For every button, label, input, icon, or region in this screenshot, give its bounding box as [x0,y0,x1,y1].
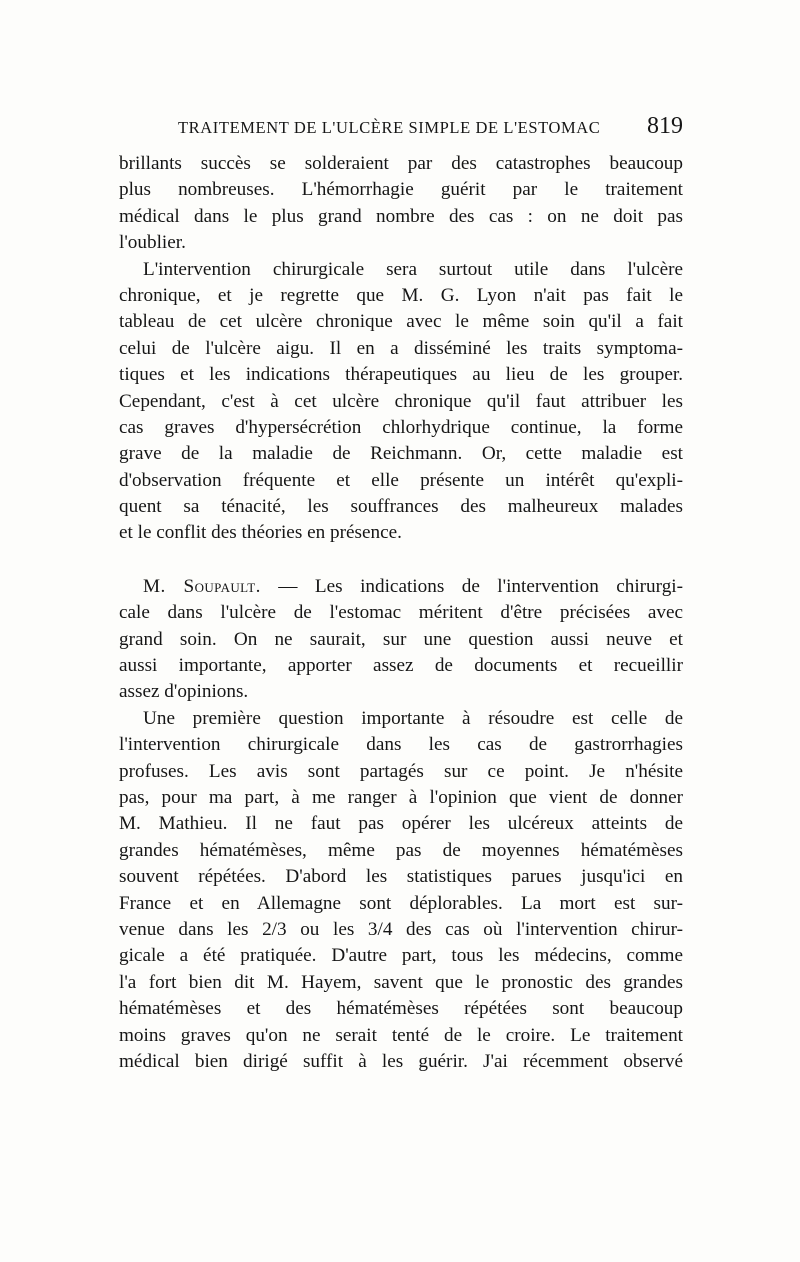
text-line: l'intervention chirurgicale dans les cas de gastrorrhagies [119,734,683,756]
text-line: assez d'opinions. [119,681,249,703]
text-line: quent sa ténacité, les souffrances des malheureux malades [119,496,683,518]
text-line: L'intervention chirurgicale sera surtout utile dans l'ulcère [143,258,683,280]
text-line: tableau de cet ulcère chronique avec le même soin qu'il a fait [119,311,683,333]
running-title: TRAITEMENT DE L'ULCÈRE SIMPLE DE L'ESTOMAC [178,118,601,137]
section-gap [119,547,683,574]
text-line: plus nombreuses. L'hémorrhagie guérit par le traitement [119,179,683,201]
text-line: l'a fort bien dit M. Hayem, savent que le pronostic des grandes [119,971,683,993]
running-head [178,113,683,139]
text-line: cas graves d'hypersécrétion chlorhydrique continue, la forme [119,416,683,438]
text-line: profuses. Les avis sont partagés sur ce point. Je n'hésite [119,760,683,782]
text-line: et le conflit des théories en présence. [119,522,402,544]
page-number: 819 [647,113,683,139]
speaker-name: M. Soupault. [143,575,261,597]
text-line: M. Mathieu. Il ne faut pas opérer les ulcéreux atteints de [119,813,683,835]
text-line: d'observation fréquente et elle présente un intérêt qu'expli- [119,469,683,491]
text-line: tiques et les indications thérapeutiques au lieu de les grouper. [119,364,683,386]
text-line: celui de l'ulcère aigu. Il en a disséminé les traits symptoma- [119,337,683,359]
paragraph-1 [119,151,683,257]
text-line: médical bien dirigé suffit à les guérir. J'ai récemment observé [119,1050,683,1072]
text-line: souvent répétées. D'abord les statistiques parues jusqu'ici en [119,866,683,888]
text-line: cale dans l'ulcère de l'estomac méritent d'être précisées avec [119,602,683,624]
paragraph-3 [119,574,683,706]
text-line: grandes hématémèses, même pas de moyennes hématémèses [119,839,683,861]
text-line: — Les indications de l'intervention chirurgi- [260,575,684,597]
text-line: médical dans le plus grand nombre des cas : on ne doit pas [119,205,683,227]
text-line: Cependant, c'est à cet ulcère chronique qu'il faut attribuer les [119,390,683,412]
text-line: moins graves qu'on ne serait tenté de le croire. Le traitement [119,1024,683,1046]
text-line: hématémèses et des hématémèses répétées sont beaucoup [119,998,683,1020]
text-line: grand soin. On ne saurait, sur une question aussi neuve et [119,628,683,650]
body-text [119,151,683,1075]
paragraph-4 [119,706,683,1075]
text-line: France et en Allemagne sont déplorables. La mort est sur- [119,892,683,914]
text-line: venue dans les 2/3 ou les 3/4 des cas où l'intervention chirur- [119,918,683,940]
text-line: chronique, et je regrette que M. G. Lyon n'ait pas fait le [119,284,683,306]
text-line: pas, pour ma part, à me ranger à l'opinion que vient de donner [119,786,683,808]
text-line: Une première question importante à résoudre est celle de [143,707,683,729]
text-line: gicale a été pratiquée. D'autre part, tous les médecins, comme [119,945,683,967]
paragraph-2 [119,257,683,547]
text-line: aussi importante, apporter assez de documents et recueillir [119,655,683,677]
text-line: grave de la maladie de Reichmann. Or, cette maladie est [119,443,683,465]
text-line: brillants succès se solderaient par des catastrophes beaucoup [119,153,683,174]
text-line: l'oublier. [119,232,186,254]
text-line-with-speaker [119,574,683,600]
